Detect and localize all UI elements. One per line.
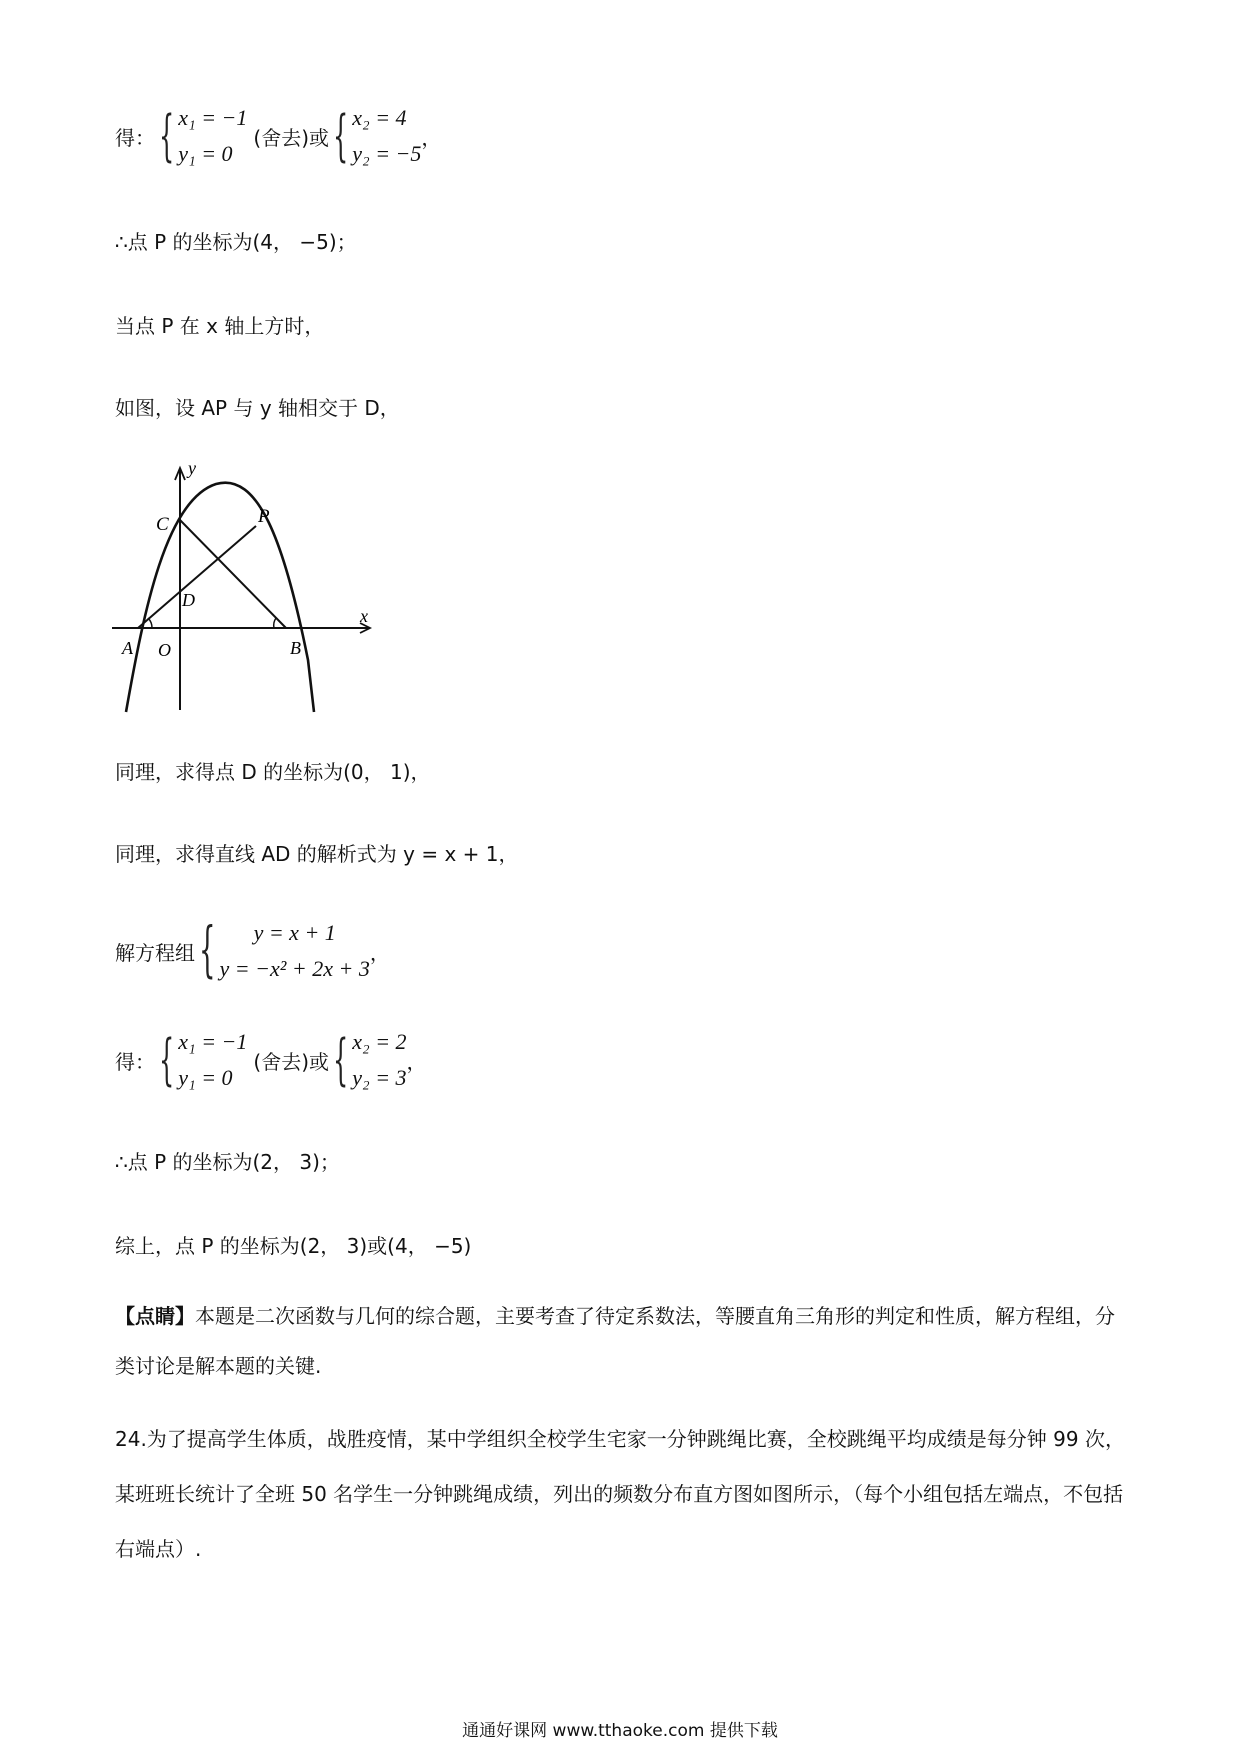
equation-row: y₂ = 3 (352, 1065, 407, 1090)
label-b: B (290, 638, 301, 658)
system-1-prefix: 得： (115, 125, 155, 150)
line-ad-expression: 同理，求得直线 AD 的解析式为 y = x + 1， (115, 842, 519, 866)
label-d: D (182, 590, 195, 610)
system-2-suffix: ， (369, 940, 390, 965)
label-o: O (158, 640, 171, 660)
equation-row: y₁ = 0 (178, 1065, 233, 1090)
equation-row: x₁ = −1 (178, 105, 248, 130)
brace-icon: { (159, 103, 175, 169)
parabola-curve (126, 483, 314, 712)
point-p-result-1: ∴点 P 的坐标为(4， −5)； (115, 230, 357, 254)
page-footer: 通通好课网 www.tthaoke.com 提供下载 (462, 1721, 778, 1741)
equation-row: x₁ = −1 (178, 1029, 248, 1054)
equation-row: x₂ = 4 (352, 105, 407, 130)
label-x: x (360, 606, 368, 626)
brace-icon: { (333, 103, 349, 169)
label-a: A (122, 638, 133, 658)
system-1-second-solution (352, 100, 421, 172)
system-3-suffix: ， (406, 1049, 427, 1074)
system-1-suffix: ， (421, 125, 442, 150)
equation-row: y₂ = −5 (352, 141, 422, 166)
system-2-prefix: 解方程组 (115, 940, 195, 965)
brace-icon: { (199, 916, 216, 986)
angle-mark-b (274, 618, 276, 628)
equation-row: x₂ = 2 (352, 1029, 407, 1054)
brace-icon: { (159, 1027, 175, 1093)
brace-icon: { (333, 1027, 349, 1093)
parabola-figure (108, 460, 378, 720)
system-2-equations (220, 915, 370, 987)
equation-row: y = x + 1 (253, 920, 336, 945)
solution-system-1 (115, 100, 441, 172)
system-3-first-solution (178, 1024, 247, 1096)
equation-row: y = −x² + 2x + 3 (219, 956, 370, 981)
summary-line: 综上，点 P 的坐标为(2， 3)或(4， −5) (115, 1234, 472, 1258)
equation-row: y₁ = 0 (178, 141, 233, 166)
segment-cb (180, 520, 286, 628)
label-c: C (156, 514, 169, 535)
point-p-result-2: ∴点 P 的坐标为(2， 3)； (115, 1150, 340, 1174)
problem-24-text: 24.为了提高学生体质，战胜疫情，某中学组织全校学生宅家一分钟跳绳比赛，全校跳绳平均成绩是每分钟 99 次，某班班长统计了全班 50 名学生一分钟跳绳成绩，列出的频数分布直方图如图所示，（每个小组包括左端点，不包括右端点）. (115, 1427, 1125, 1561)
system-3-middle-text: (舍去)或 (253, 1049, 329, 1074)
equation-system-2 (115, 912, 390, 990)
system-3-second-solution (352, 1024, 406, 1096)
comment-paragraph (115, 1291, 1125, 1391)
system-1-first-solution (178, 100, 247, 172)
solution-system-3 (115, 1024, 427, 1096)
case-above-x-axis: 当点 P 在 x 轴上方时， (115, 314, 325, 338)
label-y: y (188, 460, 196, 478)
system-1-middle-text: (舍去)或 (253, 125, 329, 150)
figure-intro-line: 如图，设 AP 与 y 轴相交于 D， (115, 396, 400, 420)
point-d-result: 同理，求得点 D 的坐标为(0， 1)， (115, 760, 431, 784)
system-3-prefix: 得： (115, 1049, 155, 1074)
comment-text: 本题是二次函数与几何的综合题，主要考查了待定系数法，等腰直角三角形的判定和性质，解方程组，分类讨论是解本题的关键. (115, 1304, 1115, 1378)
comment-tag: 【点睛】 (115, 1304, 195, 1328)
angle-mark-a (148, 618, 152, 628)
label-p: P (258, 506, 270, 527)
